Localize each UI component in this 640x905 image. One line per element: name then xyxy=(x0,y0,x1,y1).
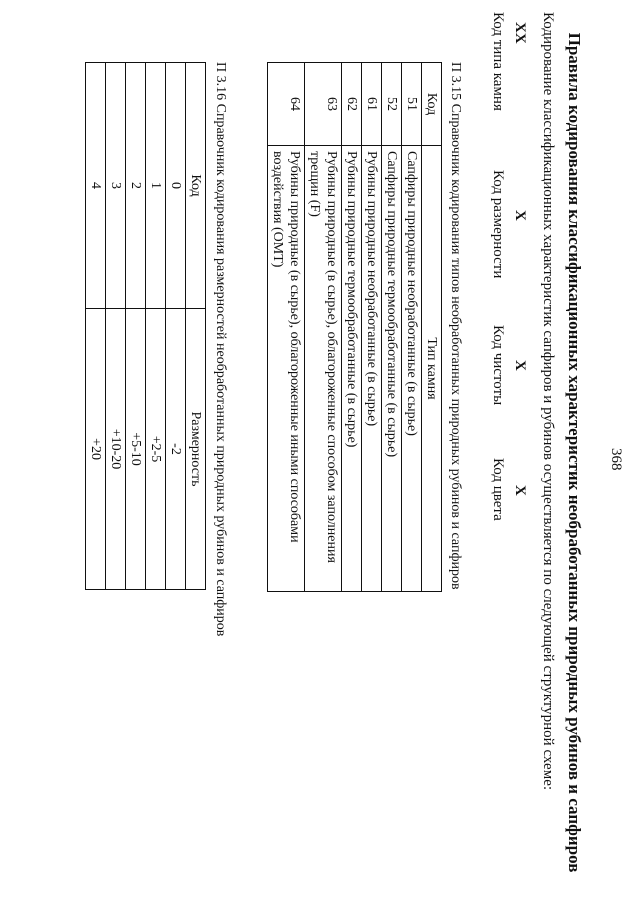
column-header-stone-type: Тип камня xyxy=(422,146,442,592)
scheme-code-color: X xyxy=(512,485,528,496)
stone-type-table xyxy=(267,62,442,592)
cell-code: 63 xyxy=(305,63,342,146)
cell-code: 52 xyxy=(382,63,402,146)
scheme-code-size: X xyxy=(512,210,528,221)
table-row xyxy=(86,63,106,590)
table-row xyxy=(305,63,342,592)
scheme-label-size: Код размерности xyxy=(490,170,506,279)
cell-code: 4 xyxy=(86,63,106,309)
table-row xyxy=(362,63,382,592)
cell-size: +20 xyxy=(86,309,106,590)
table-316-caption: П 3.16 Справочник кодирования размерностей необработанных природных рубинов и сапфиров xyxy=(213,62,228,637)
scheme-label-clarity: Код чистоты xyxy=(490,325,506,406)
size-code-table xyxy=(85,62,206,590)
scheme-label-stone-type: Код типа камня xyxy=(490,12,506,111)
cell-stone-type: Рубины природные (в сырье), облагороженные способом заполнения трещин (F) xyxy=(305,146,342,592)
cell-size: +5-10 xyxy=(126,309,146,590)
page-title: Правила кодирования классификационных характеристик необработанных природных рубинов и сапфиров xyxy=(565,32,584,873)
cell-stone-type: Сапфиры природные термообработанные (в сырье) xyxy=(382,146,402,592)
scheme-code-stone-type: XX xyxy=(512,22,528,44)
table-row xyxy=(126,63,146,590)
table-row xyxy=(106,63,126,590)
cell-size: +2-5 xyxy=(146,309,166,590)
table-row xyxy=(146,63,166,590)
table-row xyxy=(342,63,362,592)
cell-stone-type: Рубины природные необработанные (в сырье) xyxy=(362,146,382,592)
table-header-row xyxy=(186,63,206,590)
scheme-label-color: Код цвета xyxy=(490,458,506,521)
table-row xyxy=(268,63,305,592)
table-row xyxy=(166,63,186,590)
cell-code: 2 xyxy=(126,63,146,309)
cell-size: -2 xyxy=(166,309,186,590)
table-header-row xyxy=(422,63,442,592)
cell-size: +10-20 xyxy=(106,309,126,590)
table-315-caption: П 3.15 Справочник кодирования типов необработанных природных рубинов и сапфиров xyxy=(448,62,463,590)
cell-code: 0 xyxy=(166,63,186,309)
cell-stone-type: Рубины природные термообработанные (в сырье) xyxy=(342,146,362,592)
scheme-code-clarity: X xyxy=(512,360,528,371)
cell-stone-type: Сапфиры природные необработанные (в сырье) xyxy=(402,146,422,592)
table-row xyxy=(402,63,422,592)
cell-code: 51 xyxy=(402,63,422,146)
cell-stone-type: Рубины природные (в сырье), облагороженные иными способами воздействия (OMT) xyxy=(268,146,305,592)
column-header-code: Код xyxy=(422,63,442,146)
cell-code: 3 xyxy=(106,63,126,309)
table-row xyxy=(382,63,402,592)
cell-code: 1 xyxy=(146,63,166,309)
cell-code: 62 xyxy=(342,63,362,146)
column-header-size: Размерность xyxy=(186,309,206,590)
cell-code: 64 xyxy=(268,63,305,146)
intro-text: Кодирование классификационных характеристик сапфиров и рубинов осуществляется по следующей структурной схеме: xyxy=(540,12,556,791)
cell-code: 61 xyxy=(362,63,382,146)
page-number: 368 xyxy=(608,448,624,471)
column-header-code: Код xyxy=(186,63,206,309)
